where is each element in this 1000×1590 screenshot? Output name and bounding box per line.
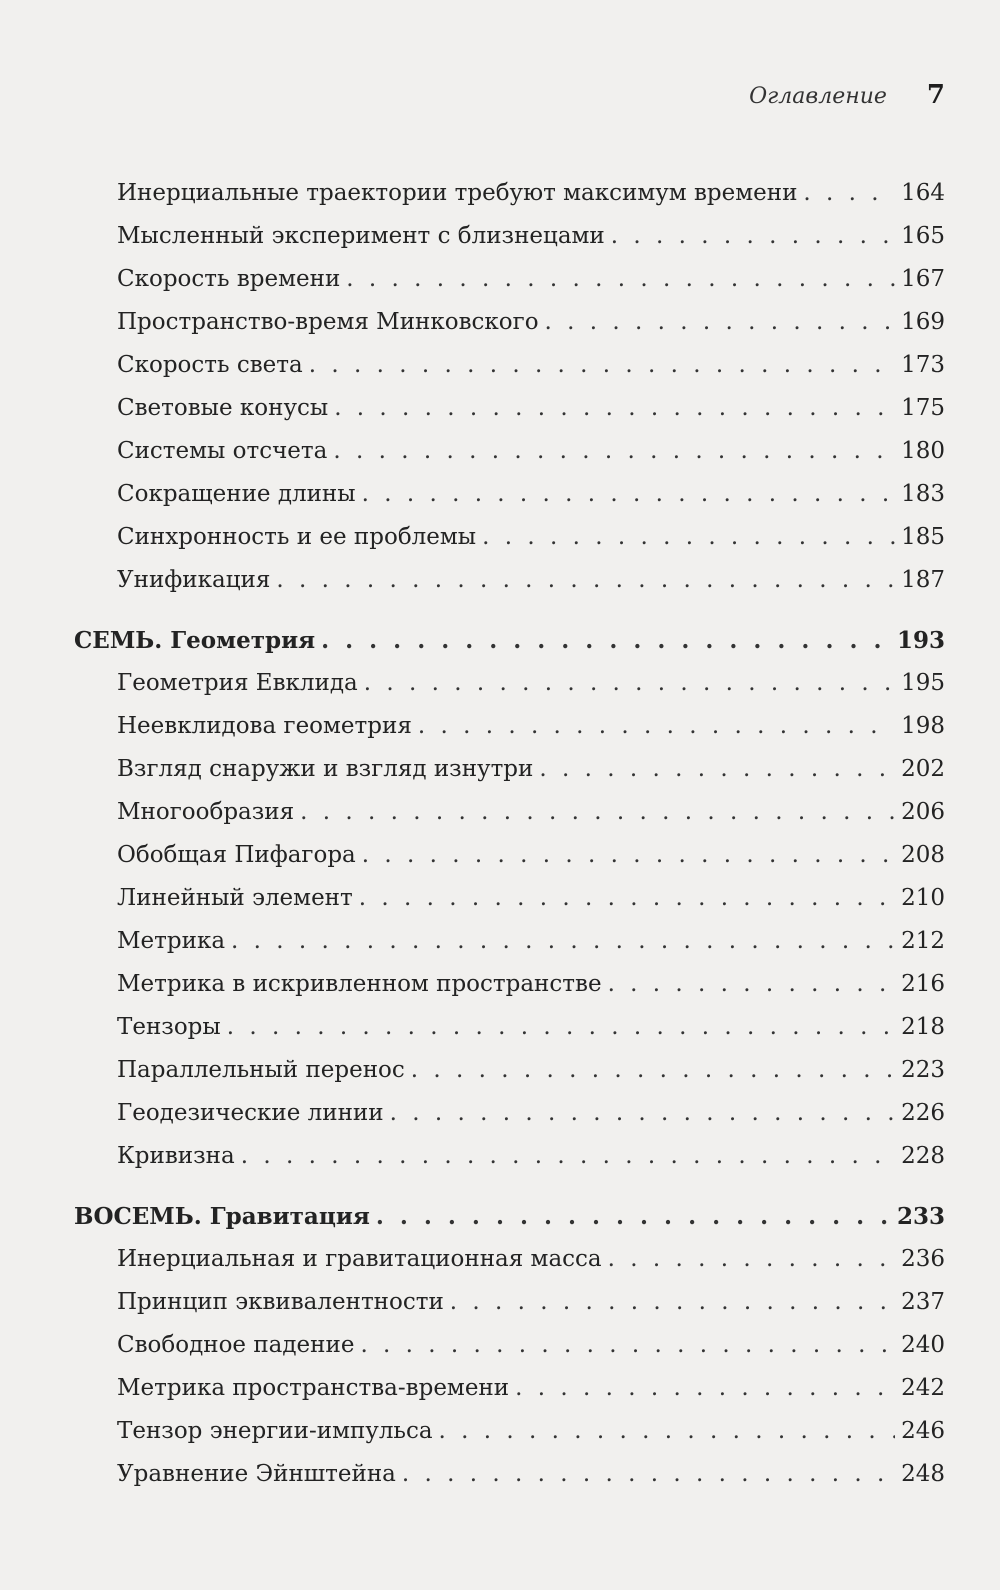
toc-entry-page: 212 [901, 928, 945, 954]
toc-entry [0, 387, 945, 430]
toc-entry [0, 1281, 945, 1324]
toc-entry-page: 208 [901, 842, 945, 868]
toc-entry-page: 236 [901, 1246, 945, 1272]
toc-entry-title: Линейный элемент [117, 885, 353, 911]
toc-entry-title: Геометрия Евклида [117, 670, 358, 696]
toc-entry [0, 258, 945, 301]
toc-entry-title: Геодезические линии [117, 1100, 384, 1126]
toc-entry-title: Сокращение длины [117, 481, 356, 507]
toc-entry-title: Пространство-время Минковского [117, 309, 539, 335]
toc-entry-page: 185 [901, 524, 945, 550]
toc-entry-page: 233 [896, 1203, 945, 1230]
running-head [749, 80, 945, 110]
toc-entry-title: Инерциальные траектории требуют максимум времени [117, 180, 798, 206]
toc-entry [0, 791, 945, 834]
dot-leader [515, 1367, 895, 1410]
toc-entry-page: 175 [901, 395, 945, 421]
dot-leader [333, 430, 895, 473]
toc-entry [0, 559, 945, 602]
toc-entry-page: 228 [901, 1143, 945, 1169]
toc-entry [0, 1324, 945, 1367]
toc-entry-page: 173 [901, 352, 945, 378]
toc-entry-title: Метрика пространства-времени [117, 1375, 510, 1401]
toc-entry-title: Многообразия [117, 799, 295, 825]
running-title: Оглавление [749, 84, 887, 109]
toc-entry [0, 1367, 945, 1410]
dot-leader [803, 172, 895, 215]
dot-leader [376, 1195, 891, 1238]
toc-chapter-entry [0, 1195, 945, 1238]
page-number: 7 [926, 80, 945, 110]
dot-leader [539, 748, 895, 791]
toc-entry-page: 180 [901, 438, 945, 464]
dot-leader [360, 1324, 895, 1367]
toc-entry-title: Мысленный эксперимент с близнецами [117, 223, 605, 249]
toc-entry-page: 237 [901, 1289, 945, 1315]
dot-leader [390, 1092, 896, 1135]
toc-entry [0, 748, 945, 791]
toc-entry [0, 301, 945, 344]
toc-entry [0, 963, 945, 1006]
toc-entry-title: Обобщая Пифагора [117, 842, 356, 868]
toc-entry-title: Скорость времени [117, 266, 341, 292]
toc-entry-page: 216 [901, 971, 945, 997]
dot-leader [611, 215, 895, 258]
toc-entry-title: Свободное падение [117, 1332, 355, 1358]
dot-leader [321, 619, 891, 662]
toc-entry-page: 242 [901, 1375, 945, 1401]
toc-entry-page: 198 [901, 713, 945, 739]
toc-entry-page: 226 [901, 1100, 945, 1126]
dot-leader [545, 301, 896, 344]
toc-entry [0, 920, 945, 963]
dot-leader [608, 1238, 895, 1281]
toc-entry [0, 877, 945, 920]
toc-chapter-entry [0, 619, 945, 662]
toc-entry-page: 169 [901, 309, 945, 335]
dot-leader [608, 963, 896, 1006]
toc-entry-page: 183 [901, 481, 945, 507]
toc-entry [0, 516, 945, 559]
toc-entry [0, 1238, 945, 1281]
dot-leader [276, 559, 895, 602]
dot-leader [362, 473, 896, 516]
dot-leader [418, 705, 895, 748]
toc-entry-title: Системы отсчета [117, 438, 328, 464]
toc-entry-title: Метрика в искривленном пространстве [117, 971, 602, 997]
dot-leader [411, 1049, 895, 1092]
toc-entry-page: 165 [901, 223, 945, 249]
toc-entry [0, 662, 945, 705]
toc-entry-title: Тензоры [117, 1014, 221, 1040]
toc-entry [0, 1092, 945, 1135]
toc-entry-title: Метрика [117, 928, 226, 954]
dot-leader [364, 662, 895, 705]
dot-leader [482, 516, 895, 559]
toc-entry [0, 1135, 945, 1178]
toc-entry-page: 210 [901, 885, 945, 911]
toc-entry [0, 1410, 945, 1453]
toc-entry-title: Инерциальная и гравитационная масса [117, 1246, 602, 1272]
toc-entry-title: Параллельный перенос [117, 1057, 405, 1083]
dot-leader [334, 387, 895, 430]
dot-leader [309, 344, 895, 387]
toc-entry-page: 248 [901, 1461, 945, 1487]
toc-entry [0, 172, 945, 215]
toc-entry-title: Скорость света [117, 352, 303, 378]
toc-entry [0, 215, 945, 258]
toc-entry-page: 195 [901, 670, 945, 696]
toc-entry-title: Унификация [117, 567, 271, 593]
toc-entry-title: Принцип эквивалентности [117, 1289, 444, 1315]
toc-entry-page: 164 [901, 180, 945, 206]
toc-entry-page: 167 [901, 266, 945, 292]
toc-entry-title: Тензор энергии-импульса [117, 1418, 433, 1444]
dot-leader [241, 1135, 895, 1178]
toc-entry [0, 705, 945, 748]
toc-entry-page: 218 [901, 1014, 945, 1040]
dot-leader [359, 877, 895, 920]
toc-entry-title: Световые конусы [117, 395, 329, 421]
toc-entry [0, 1006, 945, 1049]
toc-entry [0, 430, 945, 473]
dot-leader [402, 1453, 895, 1496]
toc-entry [0, 834, 945, 877]
toc-entry-page: 223 [901, 1057, 945, 1083]
toc-entry [0, 473, 945, 516]
toc-entry-page: 206 [901, 799, 945, 825]
toc-entry [0, 1049, 945, 1092]
toc-entry-page: 193 [896, 627, 945, 654]
toc-entry-page: 202 [901, 756, 945, 782]
toc-entry [0, 1453, 945, 1496]
dot-leader [300, 791, 895, 834]
toc-entry-title: СЕМЬ. Геометрия [74, 627, 316, 654]
toc-entry [0, 344, 945, 387]
dot-leader [362, 834, 895, 877]
dot-leader [231, 920, 895, 963]
dot-leader [439, 1410, 896, 1453]
dot-leader [346, 258, 895, 301]
toc-entry-page: 246 [901, 1418, 945, 1444]
dot-leader [227, 1006, 895, 1049]
toc-entry-title: Неевклидова геометрия [117, 713, 412, 739]
toc-entry-title: Синхронность и ее проблемы [117, 524, 477, 550]
toc-entry-title: Взгляд снаружи и взгляд изнутри [117, 756, 534, 782]
toc-entry-title: Кривизна [117, 1143, 235, 1169]
toc-entry-title: ВОСЕМЬ. Гравитация [74, 1203, 370, 1230]
dot-leader [450, 1281, 895, 1324]
toc-entry-page: 187 [901, 567, 945, 593]
toc-entry-page: 240 [901, 1332, 945, 1358]
toc-entry-title: Уравнение Эйнштейна [117, 1461, 396, 1487]
